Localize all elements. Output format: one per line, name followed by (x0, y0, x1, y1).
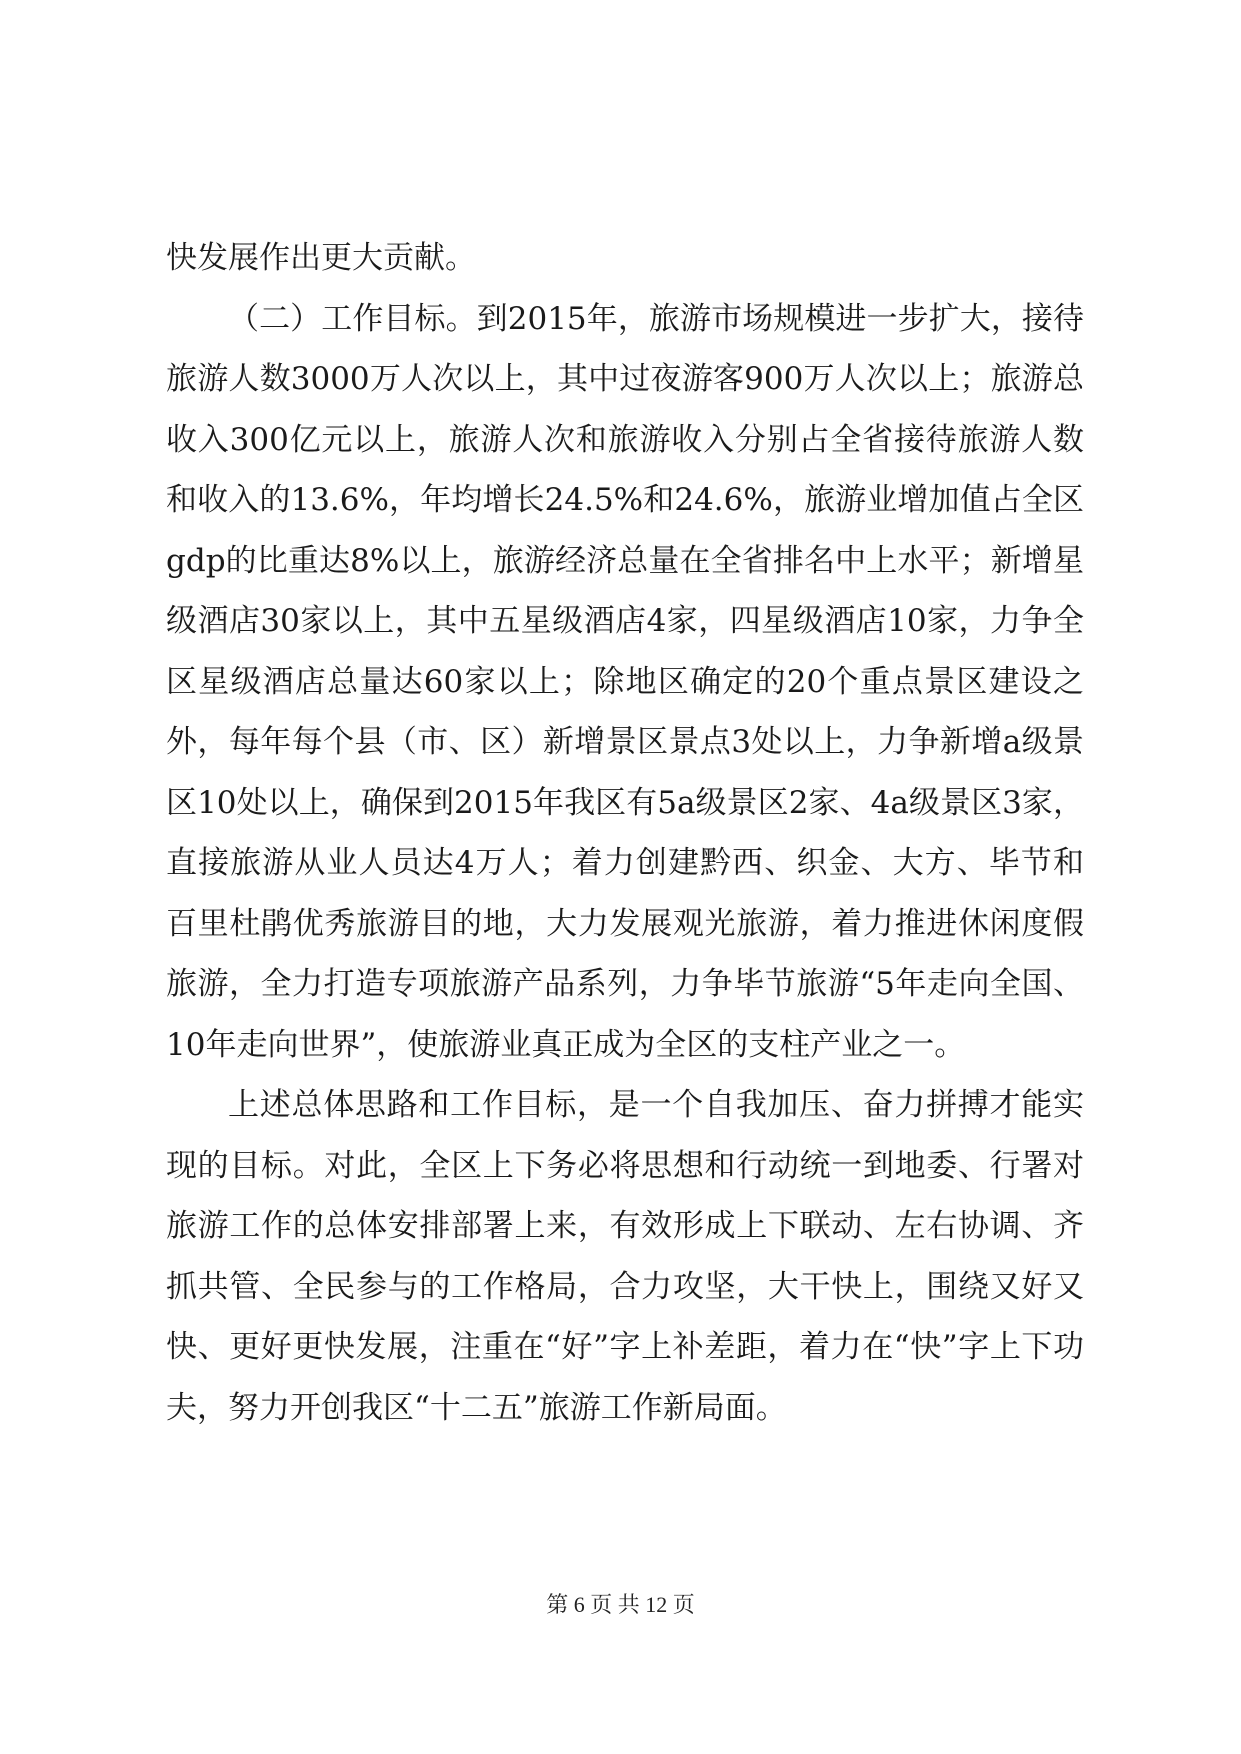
page-number-footer: 第 6 页 共 12 页 (546, 1592, 695, 1617)
paragraph-continuation: 快发展作出更大贡献。 (166, 240, 476, 276)
document-body (166, 228, 1084, 1438)
paragraph-work-goals: （二）工作目标。到2015年，旅游市场规模进一步扩大，接待旅游人数3000万人次以上，其中过夜游客900万人次以上；旅游总收入300亿元以上，旅游人次和旅游收入分别占全省接待旅游人数和收入的13.6%，年均增长24.5%和24.6%，旅游业增加值占全区gdp的比重达8%以上，旅游经济总量在全省排名中上水平；新增星级酒店30家以上，其中五星级酒店4家，四星级酒店10家，力争全区星级酒店总量达60家以上；除地区确定的20个重点景区建设之外，每年每个县（市、区）新增景区景点3处以上，力争新增a级景区10处以上，确保到2015年我区有5a级景区2家、4a级景区3家，直接旅游从业人员达4万人；着力创建黔西、织金、大方、毕节和百里杜鹃优秀旅游目的地，大力发展观光旅游，着力推进休闲度假旅游，全力打造专项旅游产品系列，力争毕节旅游“5年走向全国、10年走向世界”，使旅游业真正成为全区的支柱产业之一。 (166, 300, 1084, 1063)
paragraph-summary: 上述总体思路和工作目标，是一个自我加压、奋力拼搏才能实现的目标。对此，全区上下务必将思想和行动统一到地委、行署对旅游工作的总体安排部署上来，有效形成上下联动、左右协调、齐抓共管、全民参与的工作格局，合力攻坚，大干快上，围绕又好又快、更好更快发展，注重在“好”字上补差距，着力在“快”字上下功夫，努力开创我区“十二五”旅游工作新局面。 (166, 1087, 1084, 1426)
